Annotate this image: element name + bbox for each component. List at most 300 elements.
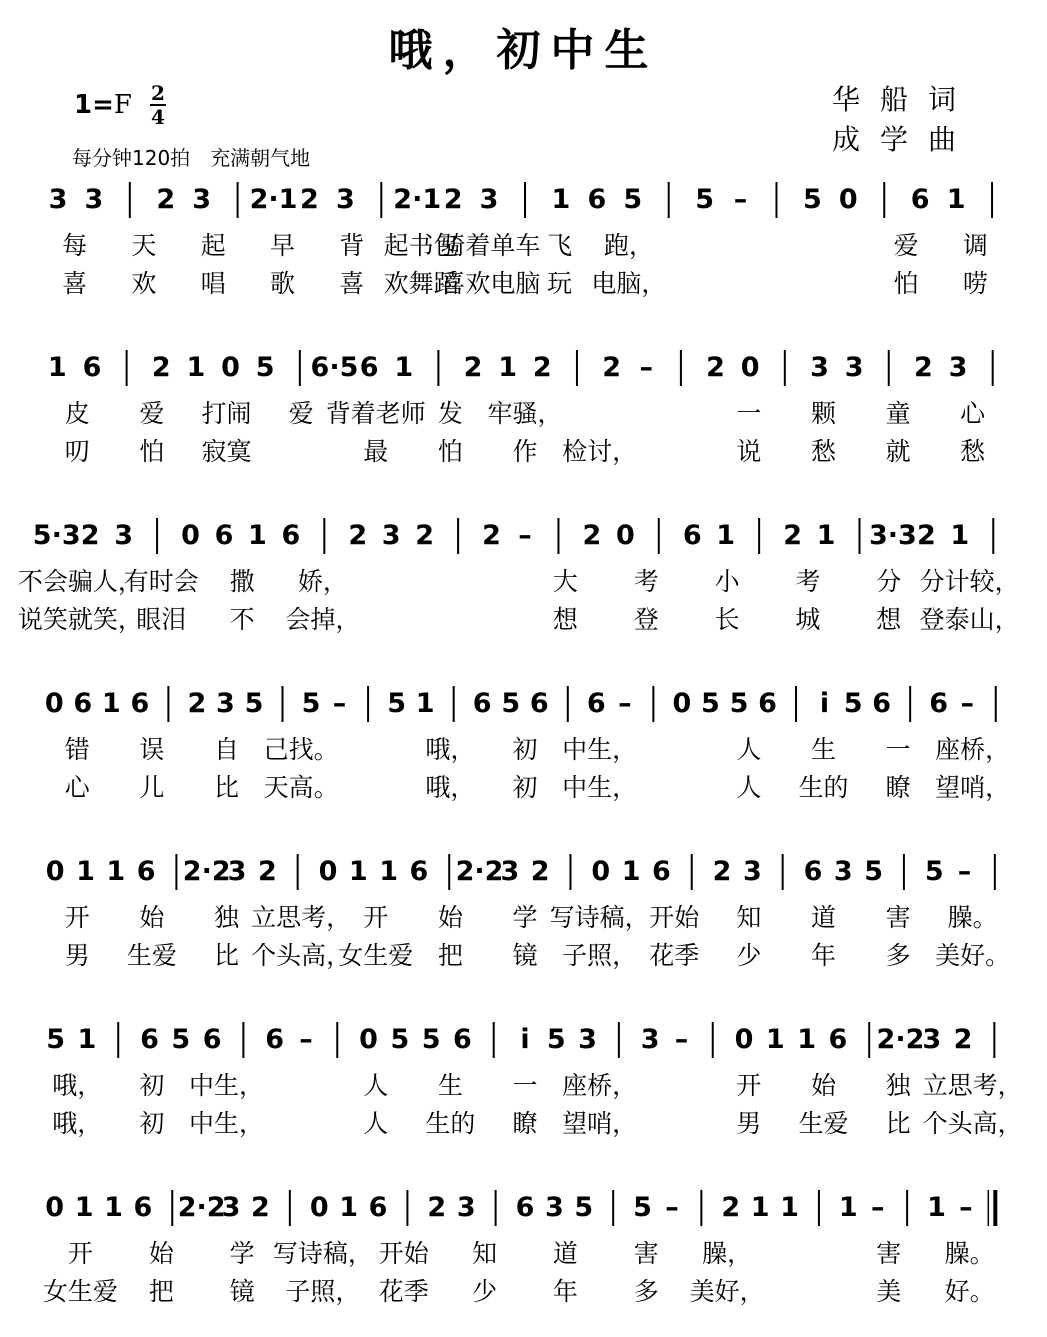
lyric-syllable: 开始 — [649, 903, 700, 932]
lyric-syllable: 分计较， — [919, 567, 1020, 596]
note: 1 — [750, 1192, 770, 1223]
note: 1 — [77, 1024, 97, 1055]
note: 2 — [953, 1024, 973, 1055]
note: 1 — [816, 520, 836, 551]
lyric-syllable: 少 — [472, 1277, 498, 1306]
note: 6 — [214, 520, 234, 551]
lyric-syllable: 不 — [229, 605, 255, 634]
note: 6 — [359, 352, 379, 383]
lyric-syllable: 学 — [512, 903, 538, 932]
note: 6 — [130, 688, 150, 719]
lyric-syllable: 写诗稿， — [272, 1239, 373, 1268]
note: 5 — [574, 1192, 594, 1223]
song-title: 哦，初中生 — [388, 25, 659, 76]
note: 1 — [716, 520, 736, 551]
note: 5 — [390, 1024, 410, 1055]
note: 3 — [48, 184, 68, 215]
note: 5 — [633, 1192, 652, 1223]
lyric-syllable: 男 — [64, 941, 90, 970]
lyric-syllable: 多 — [633, 1277, 659, 1306]
note: 6 — [803, 856, 823, 887]
lyric-syllable: 小 — [714, 567, 740, 596]
lyric-syllable: 初 — [139, 1071, 165, 1100]
lyric-syllable: 颗 — [810, 399, 836, 428]
lyric-syllable: 开 — [64, 903, 90, 932]
lyric-syllable: 皮 — [64, 399, 90, 428]
note: 1 — [74, 1192, 94, 1223]
note: 1 — [248, 520, 267, 551]
lyric-syllable: 美好， — [689, 1277, 765, 1306]
note: 6 — [409, 856, 429, 887]
lyric-syllable: 错 — [64, 735, 90, 764]
note: 5 — [301, 688, 321, 719]
note: 6 — [472, 688, 492, 719]
lyric-syllable: 调 — [962, 231, 988, 260]
note: 0 — [45, 1192, 65, 1223]
lyric-syllable: 多 — [885, 941, 911, 970]
lyric-syllable: 道 — [552, 1239, 578, 1268]
lyric-syllable: 始 — [148, 1239, 174, 1268]
note: 1 — [379, 856, 398, 887]
note: 6·5 — [310, 352, 359, 383]
note: 2 — [427, 1192, 447, 1223]
lyric-syllable: 人 — [736, 735, 762, 764]
lyric-syllable: 少 — [736, 941, 762, 970]
lyric-syllable: 天高。 — [263, 773, 339, 802]
lyric-syllable: 人 — [736, 773, 762, 802]
lyric-syllable: 欢 — [131, 269, 157, 298]
lyric-syllable: 臊。 — [947, 903, 998, 932]
note: – — [733, 184, 748, 215]
note: 2 — [602, 352, 622, 383]
note: 5 — [864, 856, 883, 887]
lyric-syllable: 早 — [269, 231, 296, 260]
note: 2 — [783, 520, 802, 551]
note: 3 — [640, 1024, 660, 1055]
note: 0 — [672, 688, 692, 719]
lyric-syllable: 中生， — [562, 735, 638, 764]
note: 6 — [587, 184, 607, 215]
lyric-syllable: 打闹 — [201, 399, 252, 428]
lyric-syllable: 座桥， — [562, 1071, 638, 1100]
lyric-syllable: 登泰山， — [919, 605, 1020, 634]
lyric-syllable: 中生， — [189, 1109, 265, 1138]
lyric-syllable: 开始 — [378, 1239, 429, 1268]
lyric-syllable: 比 — [214, 773, 240, 802]
lyric-syllable: 把 — [148, 1277, 174, 1306]
note: 1 — [76, 856, 95, 887]
note: 6 — [140, 1024, 159, 1055]
note: 6 — [586, 688, 606, 719]
note: 2 — [300, 184, 319, 215]
note: 3 — [456, 1192, 476, 1223]
lyric-syllable: 初 — [512, 773, 538, 802]
note: 2·2 — [182, 856, 231, 887]
lyric-syllable: 人 — [363, 1071, 389, 1100]
lyric-syllable: 检讨， — [562, 437, 638, 466]
lyric-syllable: 娇， — [297, 567, 348, 596]
lyric-syllable: 眼泪 — [136, 605, 187, 634]
lyric-syllable: 臊， — [702, 1239, 753, 1268]
note: 0 — [734, 1024, 754, 1055]
lyric-syllable: 比 — [214, 941, 240, 970]
lyric-syllable: 跑， — [603, 231, 654, 260]
lyric-syllable: 哦， — [425, 735, 476, 764]
note: 0 — [181, 520, 200, 551]
note: 6 — [515, 1192, 535, 1223]
lyric-syllable: 好。 — [944, 1277, 995, 1306]
note: 3 — [742, 856, 762, 887]
note: 3 — [114, 520, 134, 551]
lyric-syllable: 童 — [885, 399, 911, 428]
note: 3 — [844, 352, 864, 383]
lyric-syllable: 考 — [795, 567, 821, 596]
note: 0 — [318, 856, 338, 887]
note: 5 — [255, 352, 275, 383]
lyric-syllable: 写诗稿， — [549, 903, 650, 932]
note: – — [960, 688, 974, 719]
lyric-syllable: 说 — [736, 437, 762, 466]
note: 2 — [913, 352, 933, 383]
lyric-syllable: 歌 — [269, 269, 296, 298]
note: 2 — [582, 520, 602, 551]
lyric-syllable: 背 — [339, 231, 365, 260]
note: 2·2 — [455, 856, 504, 887]
lyric-syllable: 骑着单车 — [440, 231, 541, 260]
lyric-syllable: 个头高， — [922, 1109, 1023, 1138]
note: 3 — [578, 1024, 597, 1055]
lyric-syllable: 发 — [437, 399, 463, 428]
note: – — [299, 1024, 313, 1055]
lyric-syllable: 生爱 — [798, 1109, 849, 1138]
note: – — [618, 688, 632, 719]
lyric-syllable: 美 — [876, 1277, 902, 1306]
note: 2 — [257, 856, 277, 887]
note: 6 — [281, 520, 301, 551]
lyric-syllable: 臊。 — [944, 1239, 995, 1268]
lyric-syllable: 误 — [139, 735, 165, 764]
lyric-syllable: 天 — [131, 231, 157, 260]
lyric-syllable: 个头高， — [251, 941, 352, 970]
note: 2 — [443, 184, 463, 215]
note: 3 — [192, 184, 212, 215]
lyric-syllable: 人 — [363, 1109, 389, 1138]
lyric-syllable: 生 — [437, 1071, 463, 1100]
tempo-expression: 充满朝气地 — [210, 146, 311, 170]
note: 2·1 — [249, 184, 298, 215]
lyric-syllable: 哦， — [52, 1071, 103, 1100]
lyric-syllable: 就 — [885, 437, 911, 466]
note: – — [959, 1192, 973, 1223]
lyric-syllable: 心 — [960, 399, 986, 428]
lyric-syllable: 中生， — [189, 1071, 265, 1100]
note: – — [870, 1192, 885, 1223]
note: 5 — [244, 688, 264, 719]
note: 0 — [615, 520, 635, 551]
note: 2 — [80, 520, 100, 551]
note: 2·1 — [393, 184, 442, 215]
note: 0 — [44, 688, 64, 719]
lyric-syllable: 哦， — [52, 1109, 103, 1138]
note: 1 — [765, 1024, 785, 1055]
note: 1 — [104, 1192, 123, 1223]
lyric-syllable: 怕 — [437, 437, 463, 466]
note: 1 — [927, 1192, 946, 1223]
lyric-syllable: 不会骗人， — [17, 567, 143, 596]
note: 5·3 — [32, 520, 81, 551]
lyric-syllable: 撒 — [229, 567, 255, 596]
lyric-syllable: 把 — [437, 941, 463, 970]
note: – — [332, 688, 347, 719]
note: 6 — [929, 688, 949, 719]
lyric-syllable: 始 — [437, 903, 463, 932]
lyric-syllable: 立思考， — [251, 903, 352, 932]
note: 1 — [621, 856, 641, 887]
lyric-syllable: 登 — [633, 605, 659, 634]
note: 6 — [453, 1024, 472, 1055]
note: 0 — [359, 1024, 378, 1055]
lyric-syllable: 年 — [810, 941, 836, 970]
lyric-syllable: 喜 — [62, 269, 88, 298]
lyric-syllable: 中生， — [562, 773, 638, 802]
note: 2 — [530, 856, 550, 887]
lyric-syllable: 镜 — [229, 1277, 255, 1306]
note: 2 — [415, 520, 435, 551]
note: 2 — [348, 520, 368, 551]
note: 1 — [498, 352, 518, 383]
lyric-syllable: 喜 — [339, 269, 365, 298]
note: 3 — [216, 688, 235, 719]
time-signature-bottom: 4 — [151, 105, 165, 129]
note: 1 — [348, 856, 368, 887]
note: 5 — [171, 1024, 191, 1055]
lyric-syllable: 作 — [512, 437, 538, 466]
lyric-syllable: 知 — [736, 903, 762, 932]
lyric-syllable: 一 — [736, 399, 762, 428]
note: 1 — [780, 1192, 799, 1223]
note: 2 — [151, 352, 171, 383]
note: 3 — [479, 184, 499, 215]
note: 1 — [106, 856, 126, 887]
lyric-syllable: 爱 — [139, 399, 165, 428]
lyric-syllable: 镜 — [512, 941, 538, 970]
note: – — [639, 352, 653, 383]
lyric-syllable: 玩 — [547, 269, 573, 298]
note: 1 — [838, 1192, 858, 1223]
note: 0 — [591, 856, 611, 887]
lyric-syllable: 哦， — [425, 773, 476, 802]
note: 1 — [47, 352, 67, 383]
lyric-syllable: 己找。 — [263, 735, 339, 764]
note: 2 — [463, 352, 483, 383]
lyric-syllable: 望哨， — [935, 773, 1011, 802]
note: 2 — [721, 1192, 741, 1223]
note: 0 — [45, 856, 65, 887]
lyric-syllable: 开 — [67, 1239, 93, 1268]
lyric-syllable: 起 — [200, 231, 226, 260]
note: – — [518, 520, 532, 551]
note: 6 — [529, 688, 549, 719]
note: 6 — [265, 1024, 285, 1055]
note: 3 — [84, 184, 104, 215]
lyric-syllable: 想 — [552, 605, 578, 634]
composer-credit: 成学曲 — [832, 123, 977, 156]
note: 6 — [758, 688, 777, 719]
note: i — [819, 688, 830, 719]
note: 6 — [652, 856, 671, 887]
lyric-syllable: 寂寞 — [201, 437, 252, 466]
lyricist-credit: 华船词 — [832, 83, 977, 116]
note: 5 — [924, 856, 944, 887]
key-prefix: 1= — [74, 90, 114, 120]
note: 2·2 — [177, 1192, 226, 1223]
note: 3 — [381, 520, 401, 551]
note: 3 — [810, 352, 829, 383]
note: 2 — [706, 352, 725, 383]
lyric-syllable: 说笑就笑， — [17, 605, 143, 634]
lyric-syllable: 瞭 — [885, 773, 911, 802]
lyric-syllable: 害 — [633, 1239, 659, 1268]
note: 3 — [833, 856, 853, 887]
lyric-syllable: 唠 — [962, 269, 988, 298]
note: 6 — [872, 688, 892, 719]
note: 3 — [227, 856, 247, 887]
lyric-syllable: 欢舞蹈 — [383, 269, 459, 298]
lyric-syllable: 花季 — [649, 941, 700, 970]
lyric-syllable: 始 — [810, 1071, 836, 1100]
note: 5 — [421, 1024, 441, 1055]
lyric-syllable: 背着老师 — [325, 399, 426, 428]
lyric-syllable: 学 — [229, 1239, 255, 1268]
note: 0 — [309, 1192, 329, 1223]
time-signature-top: 2 — [151, 81, 165, 105]
lyric-syllable: 自 — [214, 735, 240, 764]
lyric-syllable: 生 — [810, 735, 836, 764]
note: 6 — [910, 184, 930, 215]
note: 2 — [482, 520, 501, 551]
note: 1 — [339, 1192, 359, 1223]
lyric-syllable: 爱 — [288, 399, 314, 428]
note: – — [665, 1192, 679, 1223]
note: 2 — [712, 856, 732, 887]
lyric-syllable: 一 — [885, 735, 911, 764]
lyric-syllable: 会掉， — [285, 605, 361, 634]
lyric-syllable: 知 — [472, 1239, 498, 1268]
lyric-syllable: 独 — [214, 903, 240, 932]
lyric-syllable: 唱 — [200, 269, 226, 298]
lyric-syllable: 望哨， — [562, 1109, 638, 1138]
lyric-syllable: 飞 — [547, 231, 573, 260]
lyric-syllable: 怕 — [893, 269, 919, 298]
lyric-syllable: 喜欢电脑 — [440, 269, 541, 298]
lyric-syllable: 道 — [810, 903, 836, 932]
lyric-syllable: 美好。 — [935, 941, 1011, 970]
note: 6 — [136, 856, 156, 887]
lyric-syllable: 立思考， — [922, 1071, 1023, 1100]
note: 0 — [740, 352, 760, 383]
lyric-syllable: 瞭 — [512, 1109, 538, 1138]
lyric-syllable: 独 — [885, 1071, 911, 1100]
lyric-syllable: 始 — [139, 903, 165, 932]
note: 2 — [532, 352, 552, 383]
lyric-syllable: 起书包 — [383, 231, 459, 260]
note: 1 — [946, 184, 966, 215]
lyric-syllable: 子照， — [562, 941, 638, 970]
lyric-syllable: 年 — [552, 1277, 578, 1306]
lyric-syllable: 心 — [64, 773, 90, 802]
lyric-syllable: 考 — [633, 567, 659, 596]
lyric-syllable: 女生爱 — [42, 1277, 118, 1306]
lyric-syllable: 生的 — [798, 773, 849, 802]
lyric-syllable: 怕 — [139, 437, 165, 466]
lyric-syllable: 座桥， — [935, 735, 1011, 764]
note: 1 — [797, 1024, 817, 1055]
note: 6 — [202, 1024, 222, 1055]
note: 5 — [701, 688, 720, 719]
lyric-syllable: 最 — [363, 437, 389, 466]
note: 1 — [950, 520, 970, 551]
note: 2 — [187, 688, 207, 719]
note: 5 — [623, 184, 643, 215]
note: 3 — [335, 184, 355, 215]
note: 3 — [922, 1024, 942, 1055]
lyric-syllable: 长 — [714, 605, 740, 634]
lyric-syllable: 每 — [62, 231, 88, 260]
lyric-syllable: 叨 — [64, 437, 90, 466]
lyric-syllable: 想 — [876, 605, 902, 634]
lyric-syllable: 电脑， — [591, 269, 667, 298]
note: i — [520, 1024, 530, 1055]
lyric-syllable: 城 — [795, 605, 821, 634]
note: 6 — [682, 520, 702, 551]
note: 6 — [368, 1192, 388, 1223]
lyric-syllable: 初 — [512, 735, 538, 764]
note: 5 — [729, 688, 749, 719]
lyric-syllable: 愁 — [810, 437, 836, 466]
lyric-syllable: 有时会 — [123, 567, 199, 596]
note: 1 — [186, 352, 206, 383]
lyric-syllable: 子照， — [285, 1277, 361, 1306]
note: – — [957, 856, 972, 887]
lyric-syllable: 男 — [736, 1109, 762, 1138]
lyric-syllable: 牢骚， — [487, 399, 563, 428]
lyric-syllable: 开 — [736, 1071, 762, 1100]
lyric-syllable: 愁 — [960, 437, 986, 466]
note: 0 — [221, 352, 240, 383]
lyric-syllable: 分 — [876, 567, 902, 596]
note: 5 — [387, 688, 407, 719]
note: 5 — [695, 184, 715, 215]
note: 5 — [501, 688, 521, 719]
lyric-syllable: 害 — [885, 903, 911, 932]
note: 6 — [73, 688, 93, 719]
note: 1 — [101, 688, 121, 719]
lyric-syllable: 开 — [363, 903, 389, 932]
note: 2 — [251, 1192, 270, 1223]
note: 2 — [916, 520, 936, 551]
note: 1 — [551, 184, 571, 215]
note: 1 — [415, 688, 435, 719]
note: 2·2 — [876, 1024, 925, 1055]
note: – — [674, 1024, 689, 1055]
note: 6 — [828, 1024, 848, 1055]
note: 1 — [394, 352, 414, 383]
tempo-marking: 每分钟120拍 — [72, 146, 191, 170]
lyric-syllable: 害 — [876, 1239, 902, 1268]
lyric-syllable: 初 — [139, 1109, 165, 1138]
note: 0 — [838, 184, 858, 215]
note: 3 — [948, 352, 968, 383]
